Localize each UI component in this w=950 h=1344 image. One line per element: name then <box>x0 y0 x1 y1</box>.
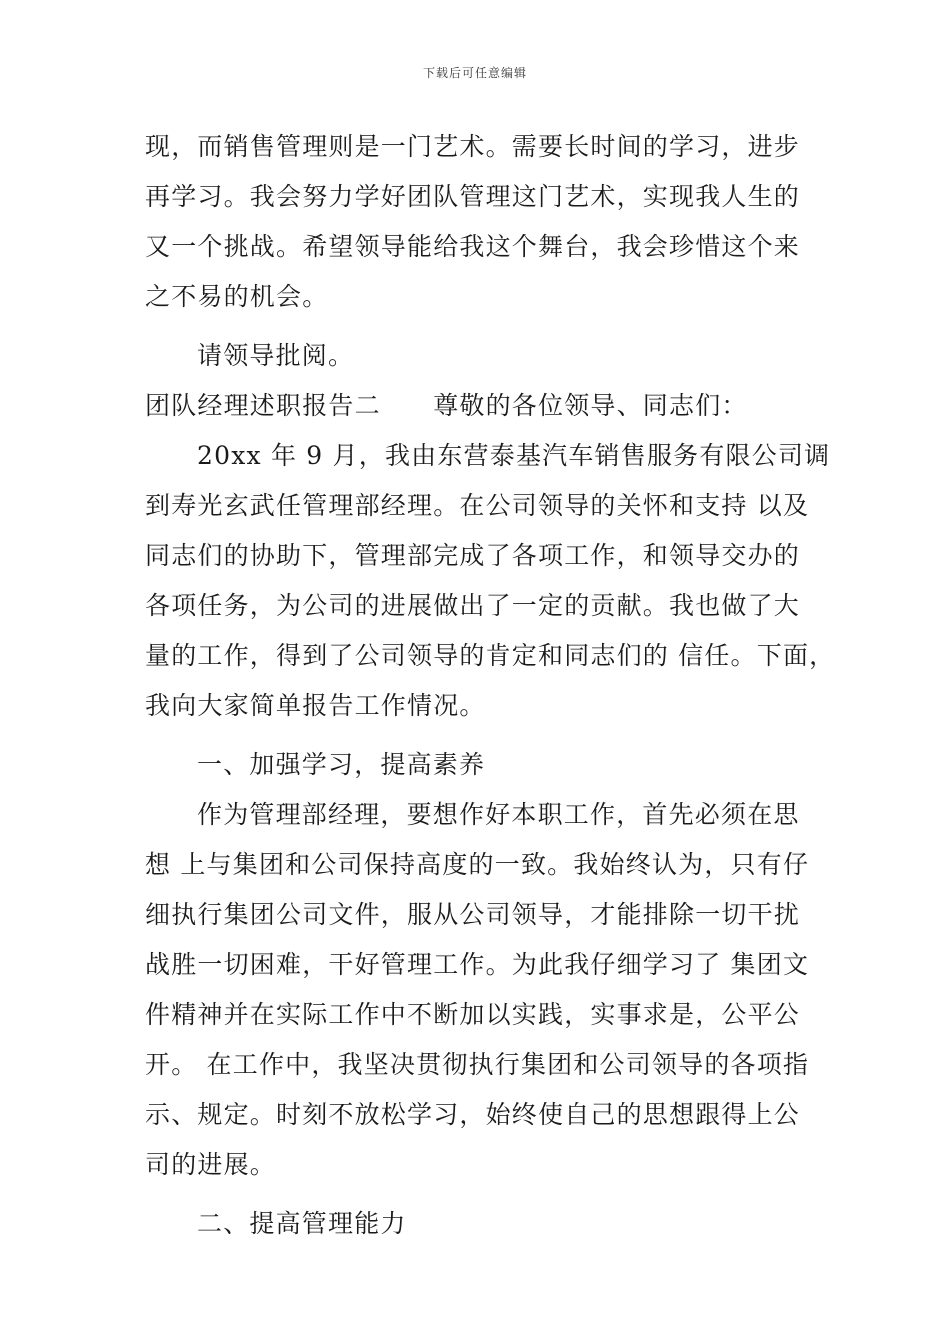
section-heading: 一、加强学习，提高素养 <box>197 750 486 779</box>
paragraph-line: 再学习。我会努力学好团队管理这门艺术，实现我人生的 <box>145 182 801 211</box>
paragraph-line: 各项任务，为公司的进展做出了一定的贡献。我也做了大 <box>145 591 801 620</box>
closing-line: 请领导批阅。 <box>197 341 355 370</box>
paragraph-line: 示、规定。时刻不放松学习，始终使自己的思想跟得上公 <box>145 1100 801 1129</box>
paragraph-line: 司的进展。 <box>145 1150 277 1179</box>
paragraph-line: 件精神并在实际工作中不断加以实践，实事求是，公平公 <box>145 1000 801 1029</box>
paragraph-line: 20xx 年 9 月，我由东营泰基汽车销售服务有限公司调 <box>197 441 831 470</box>
paragraph-line: 开。 在工作中，我坚决贯彻执行集团和公司领导的各项指 <box>145 1050 810 1079</box>
document-body <box>145 122 835 1249</box>
paragraph-line: 量的工作，得到了公司领导的肯定和同志们的 信任。下面， <box>145 641 836 670</box>
paragraph-line: 战胜一切困难，干好管理工作。为此我仔细学习了 集团文 <box>145 950 810 979</box>
section-heading: 二、提高管理能力 <box>197 1209 407 1238</box>
paragraph-line: 现，而销售管理则是一门艺术。需要长时间的学习，进步 <box>145 132 801 161</box>
paragraph-line: 又一个挑战。希望领导能给我这个舞台，我会珍惜这个来 <box>145 232 801 261</box>
header-note: 下载后可任意编辑 <box>422 66 527 80</box>
paragraph-line: 作为管理部经理，要想作好本职工作，首先必须在思 <box>197 800 800 829</box>
paragraph-line: 想 上与集团和公司保持高度的一致。我始终认为，只有仔 <box>145 850 810 879</box>
paragraph-line: 细执行集团公司文件，服从公司领导，才能排除一切干扰 <box>145 900 801 929</box>
paragraph-line: 我向大家简单报告工作情况。 <box>145 691 486 720</box>
paragraph-line: 到寿光玄武任管理部经理。在公司领导的关怀和支持 以及 <box>145 491 810 520</box>
section-title-line: 团队经理述职报告二 尊敬的各位领导、同志们： <box>145 391 748 420</box>
paragraph-line: 之不易的机会。 <box>145 282 329 311</box>
paragraph-line: 同志们的协助下，管理部完成了各项工作，和领导交办的 <box>145 541 801 570</box>
